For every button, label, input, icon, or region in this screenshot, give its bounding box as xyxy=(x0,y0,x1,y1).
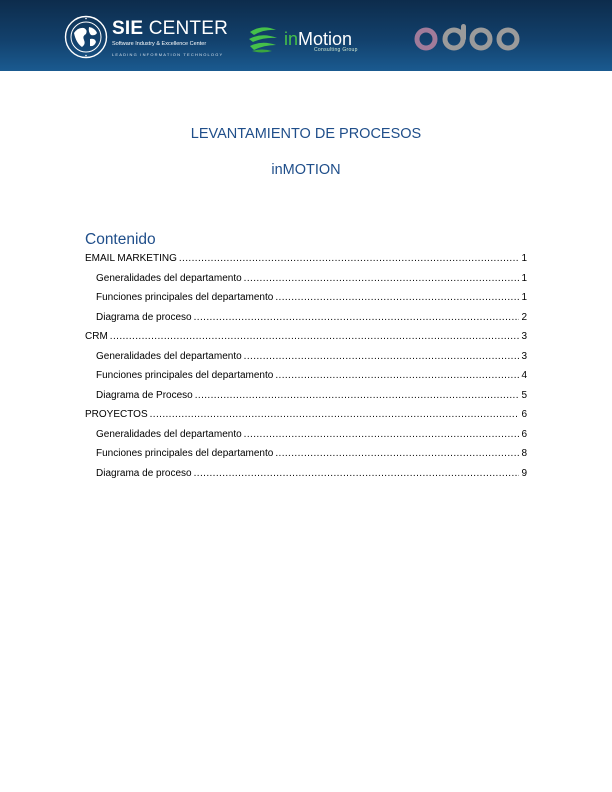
toc-page-number: 1 xyxy=(521,292,527,303)
toc-page-number: 1 xyxy=(521,272,527,284)
toc-entry-email-marketing[interactable]: EMAIL MARKETING ..... 1 xyxy=(85,253,527,273)
sie-center-subtitle: Software Industry & Excellence Center xyxy=(112,41,207,47)
toc-page-number: 9 xyxy=(521,467,527,479)
toc-leader-dots xyxy=(244,273,520,284)
toc-entry-email-generalidades[interactable]: Generalidades del departamento ..... 1 xyxy=(85,273,527,293)
header-banner xyxy=(0,0,612,71)
toc-entry-proyectos[interactable]: PROYECTOS ..... 6 xyxy=(85,409,527,429)
toc-leader-dots xyxy=(194,468,520,479)
toc-page-number: 3 xyxy=(521,331,527,342)
toc-leader-dots xyxy=(275,370,519,381)
toc-page-number: 3 xyxy=(521,350,527,362)
toc-leader-dots xyxy=(244,429,520,440)
sie-center-wordmark: SIE CENTER xyxy=(112,18,229,39)
toc-entry-crm-funciones[interactable]: Funciones principales del departamento ..... 4 xyxy=(85,370,527,390)
sie-center-tagline: LEADING INFORMATION TECHNOLOGY xyxy=(112,52,224,57)
inmotion-swirl-icon xyxy=(246,24,280,54)
toc-page-number: 6 xyxy=(521,409,527,420)
table-of-contents xyxy=(85,253,527,487)
inmotion-logo xyxy=(246,24,366,58)
toc-leader-dots xyxy=(244,351,520,362)
toc-page-number: 4 xyxy=(521,370,527,381)
sie-center-logo xyxy=(64,15,229,61)
document-title: LEVANTAMIENTO DE PROCESOS xyxy=(190,126,422,142)
toc-entry-proyectos-generalidades[interactable]: Generalidades del departamento ..... 6 xyxy=(85,429,527,449)
toc-entry-crm[interactable]: CRM ..... 3 xyxy=(85,331,527,351)
toc-leader-dots xyxy=(150,409,520,420)
toc-leader-dots xyxy=(194,312,520,323)
toc-leader-dots xyxy=(195,390,520,401)
odoo-logo xyxy=(414,22,520,52)
toc-leader-dots xyxy=(275,448,519,459)
toc-page-number: 6 xyxy=(521,428,527,440)
globe-seal-icon xyxy=(64,15,108,59)
toc-leader-dots xyxy=(110,331,520,342)
toc-entry-crm-diagrama[interactable]: Diagrama de Proceso ..... 5 xyxy=(85,390,527,410)
toc-entry-crm-generalidades[interactable]: Generalidades del departamento ..... 3 xyxy=(85,351,527,371)
toc-entry-proyectos-funciones[interactable]: Funciones principales del departamento ..... 8 xyxy=(85,448,527,468)
toc-leader-dots xyxy=(179,253,520,264)
toc-page-number: 5 xyxy=(521,389,527,401)
toc-entry-proyectos-diagrama[interactable]: Diagrama de proceso ..... 9 xyxy=(85,468,527,488)
toc-heading: Contenido xyxy=(85,231,156,248)
inmotion-subtitle: Consulting Group xyxy=(314,47,358,53)
toc-entry-email-funciones[interactable]: Funciones principales del departamento ..... 1 xyxy=(85,292,527,312)
toc-page-number: 8 xyxy=(521,448,527,459)
inmotion-wordmark: inMotion xyxy=(284,29,353,49)
document-subtitle: inMOTION xyxy=(271,162,341,178)
toc-leader-dots xyxy=(275,292,519,303)
toc-page-number: 1 xyxy=(521,253,527,264)
toc-page-number: 2 xyxy=(521,311,527,323)
toc-entry-email-diagrama[interactable]: Diagrama de proceso ..... 2 xyxy=(85,312,527,332)
